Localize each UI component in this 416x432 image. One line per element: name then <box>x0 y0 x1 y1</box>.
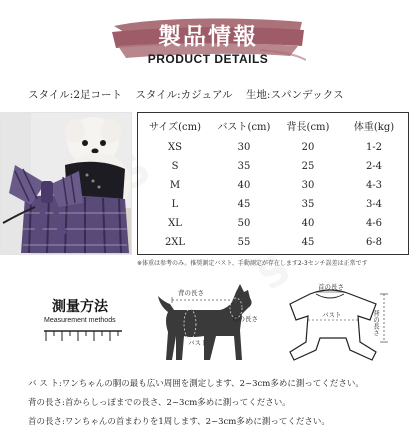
cell-bust: 40 <box>237 180 251 191</box>
instruction-bust: バ ス ト:ワンちゃんの胴の最も広い周囲を測定します、2~3cm多めに測ってください。 <box>28 379 364 389</box>
table-row <box>138 139 408 157</box>
header-bust: バスト(cm) <box>217 122 271 133</box>
label-dog-bust: バスト <box>188 339 208 347</box>
table-row <box>138 158 408 176</box>
cell-size: XL <box>168 218 182 229</box>
instruction-neck: 首の長さ:ワンちゃんの首まわりを1周します、2~3cm多めに測ってください。 <box>28 417 330 427</box>
label-dog-back: 背の長さ <box>178 289 204 297</box>
instruction-back: 背の長さ:首からしっぽまでの長さ、2~3cm多めに測ってください。 <box>28 398 291 408</box>
cell-size: L <box>171 199 179 210</box>
label-shirt-back: 背の長さ <box>372 310 380 336</box>
cell-back: 45 <box>301 237 315 248</box>
cell-back: 30 <box>301 180 315 191</box>
cell-weight: 2-4 <box>365 161 383 172</box>
table-row <box>138 234 408 252</box>
cell-size: XS <box>168 142 182 153</box>
cell-back: 40 <box>301 218 315 229</box>
spec-line <box>28 87 408 102</box>
page-title: 製品情報 <box>158 24 258 50</box>
cell-bust: 30 <box>237 142 251 153</box>
cell-back: 20 <box>301 142 315 153</box>
cell-weight: 6-8 <box>365 237 383 248</box>
dog-measure-diagram <box>150 280 270 372</box>
table-row <box>138 196 408 214</box>
measure-title: 測量方法 <box>52 299 108 315</box>
header-size: サイズ(cm) <box>148 122 202 133</box>
table-header-row <box>138 119 408 137</box>
cell-back: 25 <box>301 161 315 172</box>
page-subtitle: PRODUCT DETAILS <box>147 52 269 66</box>
measure-subtitle: Measurement methods <box>44 317 116 324</box>
ruler-icon <box>42 327 124 345</box>
cell-size: M <box>169 180 181 191</box>
spec-style-1: スタイル:2足コート <box>28 89 123 101</box>
table-row <box>138 177 408 195</box>
table-row <box>138 215 408 233</box>
cell-bust: 55 <box>237 237 251 248</box>
cell-bust: 45 <box>237 199 251 210</box>
cell-weight: 3-4 <box>365 199 383 210</box>
spec-material: 生地:スパンデックス <box>245 89 344 101</box>
cell-back: 35 <box>301 199 315 210</box>
product-photo <box>0 112 132 255</box>
label-shirt-neck: 首の長さ <box>318 283 344 291</box>
cell-size: S <box>171 161 179 172</box>
cell-bust: 35 <box>237 161 251 172</box>
cell-weight: 4-6 <box>365 218 383 229</box>
cell-weight: 4-3 <box>365 180 383 191</box>
label-shirt-bust: バスト <box>322 311 342 319</box>
cell-size: 2XL <box>164 237 186 248</box>
size-table <box>137 112 409 255</box>
label-dog-neck: 首の長さ <box>232 315 258 323</box>
header-weight: 体重(kg) <box>353 122 395 133</box>
cell-weight: 1-2 <box>365 142 383 153</box>
weight-note: ※体重は参考のみ。推奨測定バスト、手動測定が存在します2-3センチ誤差は正常です <box>137 260 368 267</box>
header <box>0 0 416 72</box>
spec-style-2: スタイル:カジュアル <box>135 89 233 101</box>
cell-bust: 50 <box>237 218 251 229</box>
header-back: 背長(cm) <box>286 122 330 133</box>
garment-measure-diagram <box>280 280 400 372</box>
